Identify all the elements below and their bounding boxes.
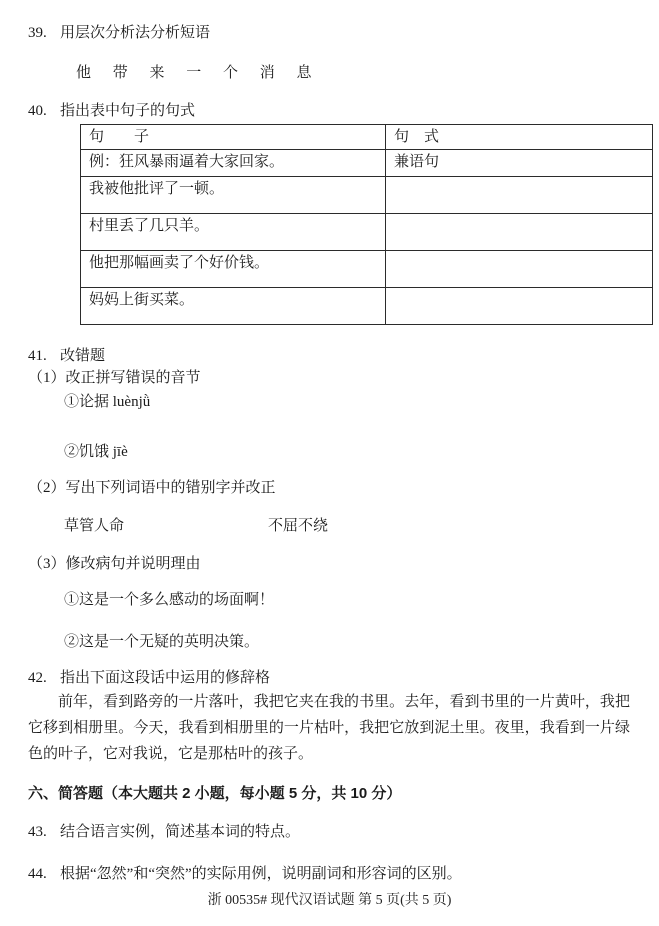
cell-pattern: 兼语句 [386,150,653,177]
table-row [81,251,653,288]
question-42-paragraph: 前年，看到路旁的一片落叶，我把它夹在我的书里。去年，看到书里的一片黄叶，我把它移到相册里。今天，我看到相册里的一片枯叶，我把它放到泥土里。夜里，我看到一片绿色的叶子，它对我说，它是那枯叶的孩子。 [28,694,630,762]
question-39 [0,22,659,44]
question-43-number: 43. [28,824,47,840]
question-41-text: 改错题 [60,348,106,364]
question-41-part3-label: （3）修改病句并说明理由 [28,556,201,572]
table-row [81,150,653,177]
sentence-pattern-table [80,124,653,325]
question-41-part3-item2: ②这是一个无疑的英明决策。 [64,634,260,650]
question-40 [0,100,659,122]
section-6-title: 六、简答题（本大题共 2 小题，每小题 5 分，共 10 分） [28,785,402,802]
page-footer: 浙 00535# 现代汉语试题 第 5 页(共 5 页) [207,893,452,908]
table-row [81,214,653,251]
header-pattern: 句 式 [386,125,653,150]
cell-pattern [386,288,653,325]
question-41-part2-words [0,515,659,537]
table-row [81,177,653,214]
question-39-phrase: 他 带 来 一 个 消 息 [76,65,321,81]
question-44 [0,863,659,885]
question-41-part2-label: （2）写出下列词语中的错别字并改正 [28,480,276,496]
question-42 [0,667,659,689]
cell-pattern [386,214,653,251]
question-41 [0,345,659,367]
question-42-text: 指出下面这段话中运用的修辞格 [60,670,271,686]
question-42-number: 42. [28,670,47,686]
question-41-part1-item1: ①论据 luènjǜ [64,394,151,410]
question-39-text: 用层次分析法分析短语 [60,25,211,41]
cell-sentence: 我被他批评了一顿。 [81,177,386,214]
misspelled-word-1: 草管人命 [64,518,125,534]
question-41-number: 41. [28,348,47,364]
question-41-part1-label: （1）改正拼写错误的音节 [28,370,201,386]
question-44-number: 44. [28,866,47,882]
table-header-row [81,125,653,150]
question-41-part3-item1: ①这是一个多么感动的场面啊！ [64,592,275,608]
question-41-part1-item2: ②饥饿 jīè [64,444,128,460]
header-sentence: 句 子 [81,125,386,150]
cell-sentence: 妈妈上街买菜。 [81,288,386,325]
question-44-text: 根据“忽然”和“突然”的实际用例，说明副词和形容词的区别。 [60,866,462,882]
table-row [81,288,653,325]
cell-sentence: 例：狂风暴雨逼着大家回家。 [81,150,386,177]
question-40-text: 指出表中句子的句式 [60,103,196,119]
question-43-text: 结合语言实例，简述基本词的特点。 [60,824,301,840]
question-40-number: 40. [28,103,47,119]
cell-pattern [386,251,653,288]
cell-pattern [386,177,653,214]
question-39-number: 39. [28,25,47,41]
question-43 [0,821,659,843]
misspelled-word-2: 不屈不绕 [268,518,329,534]
cell-sentence: 他把那幅画卖了个好价钱。 [81,251,386,288]
cell-sentence: 村里丢了几只羊。 [81,214,386,251]
